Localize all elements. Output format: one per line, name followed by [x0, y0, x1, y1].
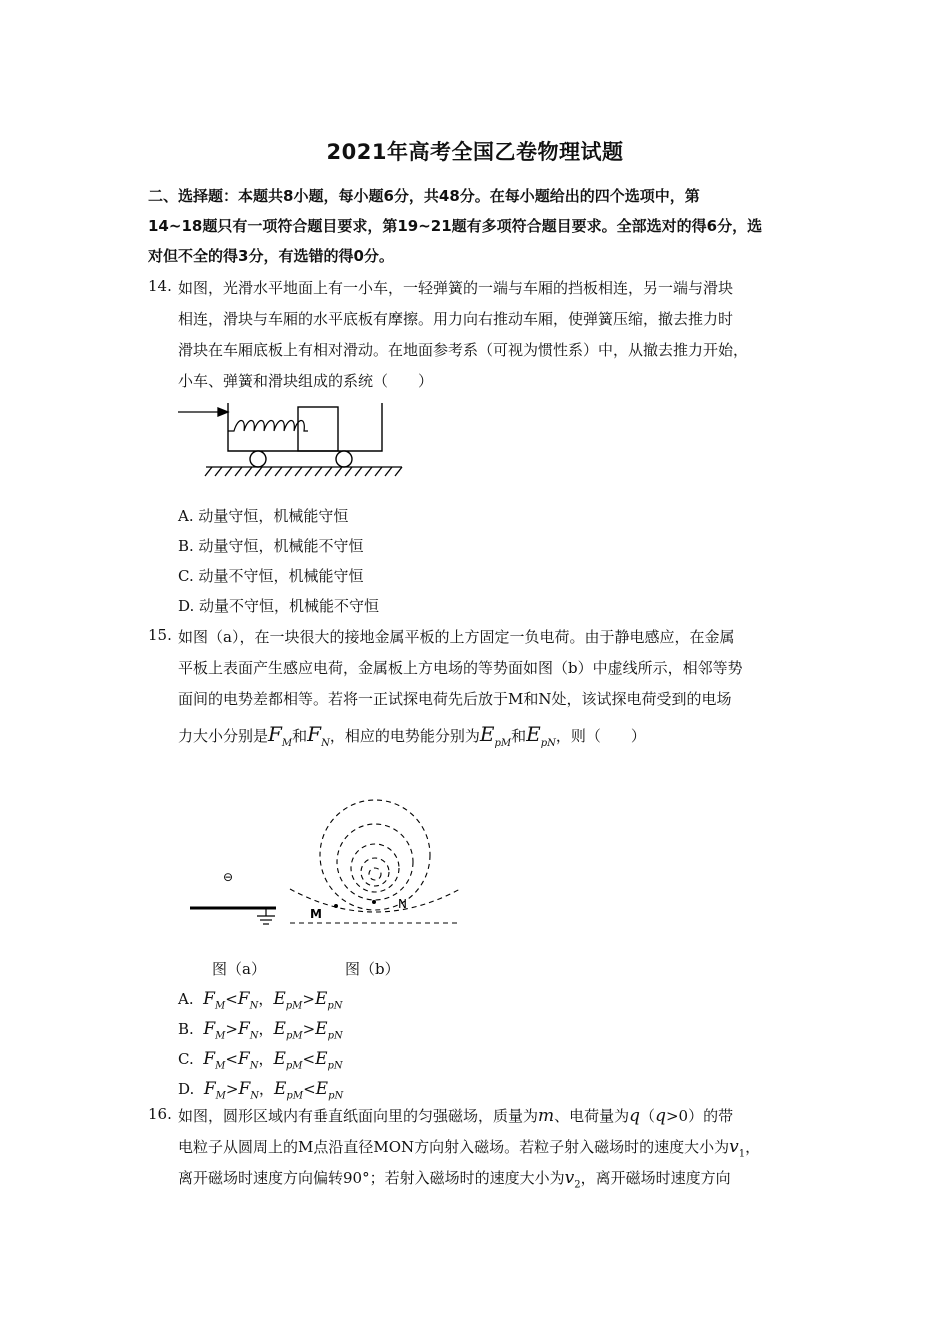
q15-option-d: D. $F_M>F_N$，$E_{pM}<E_{pN}$ — [178, 1079, 344, 1102]
q15-option-a: A. $F_M<F_N$，$E_{pM}>E_{pN}$ — [178, 989, 343, 1012]
q14-line-2: 相连，滑块与车厢的水平底板有摩擦。用力向右推动车厢，使弹簧压缩，撤去推力时 — [178, 310, 734, 328]
symbol-v2: $v_2$ — [564, 1168, 581, 1191]
section-line-3: 对但不全的得3分，有选错的得0分。 — [148, 247, 394, 265]
ground — [205, 467, 402, 476]
cart-body — [228, 403, 382, 451]
figure-a — [190, 870, 276, 924]
section-line-1: 二、选择题：本题共8小题，每小题6分，共48分。在每小题给出的四个选项中，第 — [148, 187, 700, 205]
q14-line-1: 如图，光滑水平地面上有一小车，一轻弹簧的一端与车厢的挡板相连，另一端与滑块 — [178, 279, 734, 297]
figure-b — [290, 800, 460, 923]
q16-line-2: 电粒子从圆周上的M点沿直径MON方向射入磁场。若粒子射入磁场时的速度大小为$v_1$， — [178, 1137, 761, 1160]
section-line-2: 14~18题只有一项符合题目要求，第19~21题有多项符合题目要求。全部选对的得6分，选 — [148, 217, 763, 235]
symbol-EpN: $E_{pN}$ — [526, 722, 556, 749]
symbol-q: q — [629, 1106, 641, 1126]
q16-line-1: 如图，圆形区域内有垂直纸面向里的匀强磁场，质量为m、电荷量为q（q>0）的带 — [178, 1106, 734, 1126]
q15-number: 15. — [148, 626, 172, 644]
page-title: 2021年高考全国乙卷物理试题 — [326, 140, 624, 164]
q15-option-c: C. $F_M<F_N$，$E_{pM}<E_{pN}$ — [178, 1049, 343, 1072]
label-N: N — [398, 897, 407, 911]
q15-line-4 — [178, 722, 646, 749]
point-N — [372, 900, 376, 904]
caption-b: 图（b） — [345, 960, 400, 978]
text-run: 和 — [511, 727, 527, 745]
symbol-m: m — [538, 1106, 555, 1126]
q15-line-1: 如图（a），在一块很大的接地金属平板的上方固定一负电荷。由于静电感应，在金属 — [178, 628, 735, 646]
q14-line-4: 小车、弹簧和滑块组成的系统（ ） — [178, 372, 434, 390]
q14-option-d: D. 动量不守恒，机械能不守恒 — [178, 597, 380, 615]
text-run: ，相应的电势能分别为 — [329, 727, 480, 745]
q14-line-3: 滑块在车厢底板上有相对滑动。在地面参考系（可视为惯性系）中，从撤去推力开始， — [178, 341, 749, 359]
negative-charge-icon: ⊖ — [223, 870, 234, 884]
push-arrow — [178, 408, 228, 416]
text-run: 力大小分别是 — [178, 727, 269, 745]
q14-option-b: B. 动量守恒，机械能不守恒 — [178, 537, 364, 555]
q14-number: 14. — [148, 277, 172, 295]
symbol-FM: $F_M$ — [268, 722, 293, 749]
wheel-right — [336, 451, 352, 467]
symbol-FN: $F_N$ — [307, 722, 330, 749]
symbol-v1: $v_1$ — [729, 1137, 746, 1160]
symbol-EpM: $E_{pM}$ — [479, 722, 512, 749]
text-run: ，则（ ） — [555, 727, 646, 745]
caption-a: 图（a） — [212, 960, 266, 978]
q16-line-3: 离开磁场时速度方向偏转90°；若射入磁场时的速度大小为$v_2$，离开磁场时速度方向 — [178, 1168, 731, 1191]
q15-line-2: 平板上表面产生感应电荷，金属板上方电场的等势面如图（b）中虚线所示，相邻等势 — [178, 659, 743, 677]
q14-option-a: A. 动量守恒，机械能守恒 — [178, 507, 349, 525]
q16-number: 16. — [148, 1105, 172, 1123]
q15-figures — [180, 785, 470, 935]
text-run: 和 — [292, 727, 308, 745]
q14-figure-cart — [170, 395, 410, 480]
q15-line-3: 面间的电势差都相等。若将一正试探电荷先后放于M和N处，该试探电荷受到的电场 — [178, 690, 732, 708]
point-M — [334, 904, 338, 908]
wheel-left — [250, 451, 266, 467]
q14-option-c: C. 动量不守恒，机械能守恒 — [178, 567, 364, 585]
q15-option-b: B. $F_M>F_N$，$E_{pM}>E_{pN}$ — [178, 1019, 343, 1042]
spring — [228, 421, 308, 432]
symbol-q: q — [655, 1106, 666, 1126]
label-M: M — [310, 907, 322, 921]
